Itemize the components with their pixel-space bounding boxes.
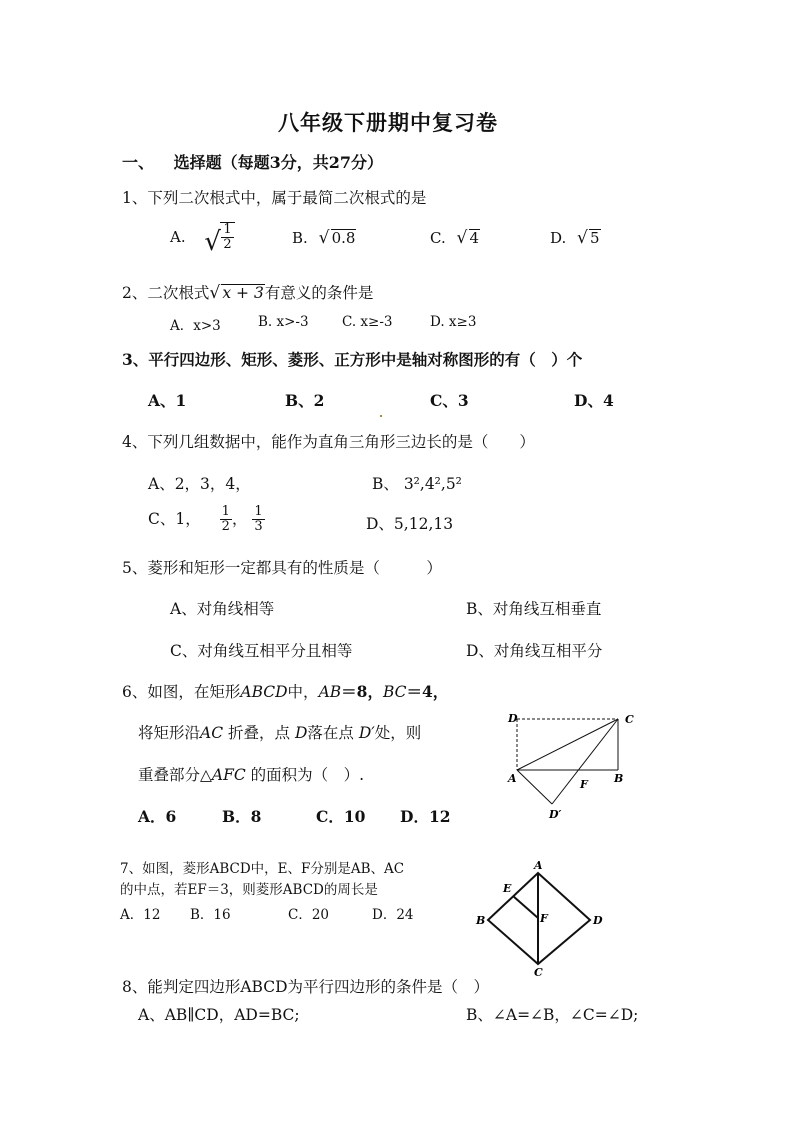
math-var: AC [200,724,224,742]
question-6-line-2 [138,721,421,743]
q7-figure [472,858,607,980]
section-label: 选择题（每题3分，共27分） [173,153,383,172]
q7-option-a: A．12 [120,907,161,923]
math-var: D [290,724,308,742]
question-4-stem: 4、下列几组数据中，能作为直角三角形三边长的是（ ） [122,433,535,451]
q2-option-c: C. x≥-3 [342,314,393,330]
q3-option-c: C、3 [430,391,469,410]
question-1-stem: 1、下列二次根式中，属于最简二次根式的是 [122,189,427,207]
radicand: 0.8 [331,229,356,247]
stem-text: 落在点 [307,724,354,742]
q1-option-a [170,222,235,257]
q6-figure [500,708,650,826]
stem-text: 有意义的条件是 [264,284,374,302]
stem-text: 处，则 [374,724,422,742]
question-2-stem: 2、二次根式 √ x + 3有意义的条件是 [122,283,374,304]
separator: ， [231,509,248,528]
label-b: B [614,772,624,785]
fraction-numerator: 1 [254,504,263,519]
q7-option-c: C．20 [288,907,330,923]
question-5-stem: 5、菱形和矩形一定都具有的性质是（ ） [122,559,442,577]
question-3-stem [122,348,582,370]
math-var: BC [382,683,407,701]
section-number: 一、 [122,153,155,172]
label-c: C [625,713,634,726]
option-label: D. [550,229,567,247]
label-f: F [540,912,548,925]
stem-text: 将矩形沿 [138,724,201,742]
label-d: D [508,712,518,725]
sqrt-fraction: √ $\frac{1}{2}$ [204,222,234,253]
fraction-numerator: 1 [223,222,232,237]
dot-mark [380,402,382,421]
q4-option-c [148,505,265,535]
q5-option-d: D、对角线互相平分 [466,642,603,660]
q4-option-a: A、2，3，4， [148,475,251,493]
option-label: B. [292,229,308,247]
edge-d-prime-c [552,719,618,804]
radicand: 5 [590,229,600,247]
option-label: A. [170,227,186,246]
fraction-denominator: 2 [223,237,232,253]
q2-option-d: D. x≥3 [430,314,477,330]
diagonal-ac [517,719,618,770]
page-title: 八年级下册期中复习卷 [278,110,498,135]
fraction-denominator: 2 [221,519,230,535]
q6-option-b: B．8 [222,807,262,826]
section-heading [122,150,383,173]
q3-option-a: A、1 [148,391,187,410]
label-d: D [593,914,603,927]
q1-option-b: B. √ 0.8 [292,228,356,248]
option-label: C. [430,229,446,247]
q5-option-a: A、对角线相等 [170,600,275,618]
q2-option-b: B. x>-3 [258,314,309,330]
label-b: B [476,914,486,927]
segment-ef [513,896,538,918]
stem-text: 3、平行四边形、矩形、菱形、正方形中是轴对称图形的有（ ）个 [122,350,583,369]
label-a: A [534,859,543,872]
question-6-line-1 [122,680,448,702]
math-var: ABCD [240,683,288,701]
question-7-line-2: 的中点，若EF＝3，则菱形ABCD的周长是 [120,882,378,898]
stem-text: ＝8， [341,682,383,701]
q4-option-b: B、 3²,4²,5² [372,475,462,493]
fraction-denominator: 3 [254,519,263,535]
label-d-prime: D′ [549,808,562,821]
q3-option-d: D、4 [574,391,614,410]
q6-option-a: A．6 [138,807,177,826]
math-var: AB [318,683,342,701]
label-a: A [508,772,517,785]
q3-option-b: B、2 [285,391,325,410]
radicand: x + 3 [222,284,264,302]
label-e: E [503,882,512,895]
q8-option-b: B、∠A=∠B，∠C=∠D; [466,1006,639,1024]
q1-option-c: C. √ 4 [430,228,480,248]
math-var: D′ [353,724,375,742]
stem-text: 2、二次根式 [122,284,210,302]
q7-option-b: B．16 [190,907,231,923]
option-label: C、1， [148,509,201,528]
q1-option-d: D. √ 5 [550,228,600,248]
q5-option-b: B、对角线互相垂直 [466,600,602,618]
label-f: F [580,778,588,791]
fraction-numerator: 1 [221,504,230,519]
radicand: 4 [469,229,480,247]
edge-ad-prime [517,770,552,804]
q8-option-a: A、AB∥CD，AD=BC; [138,1006,300,1024]
stem-text: ＝4， [406,682,449,701]
stem-text: 6、如图，在矩形 [122,683,241,701]
question-6-line-3 [138,763,364,785]
stem-text: 重叠部分 [138,766,201,784]
q2-option-a: A．x>3 [170,318,221,334]
stem-text: 折叠，点 [223,724,291,742]
question-7-line-1: 7、如图，菱形ABCD中，E、F分别是AB、AC [120,861,405,877]
q6-option-c: C．10 [316,807,366,826]
q6-option-d: D．12 [400,807,451,826]
stem-text: 的面积为（ ）. [245,766,365,784]
q4-option-d: D、5,12,13 [366,515,454,533]
stem-text: 中， [287,683,319,701]
q7-option-d: D．24 [372,907,414,923]
math-var: △AFC [200,766,246,784]
label-c: C [534,966,543,979]
question-8-stem: 8、能判定四边形ABCD为平行四边形的条件是（ ） [122,978,490,996]
q5-option-c: C、对角线互相平分且相等 [170,642,353,660]
